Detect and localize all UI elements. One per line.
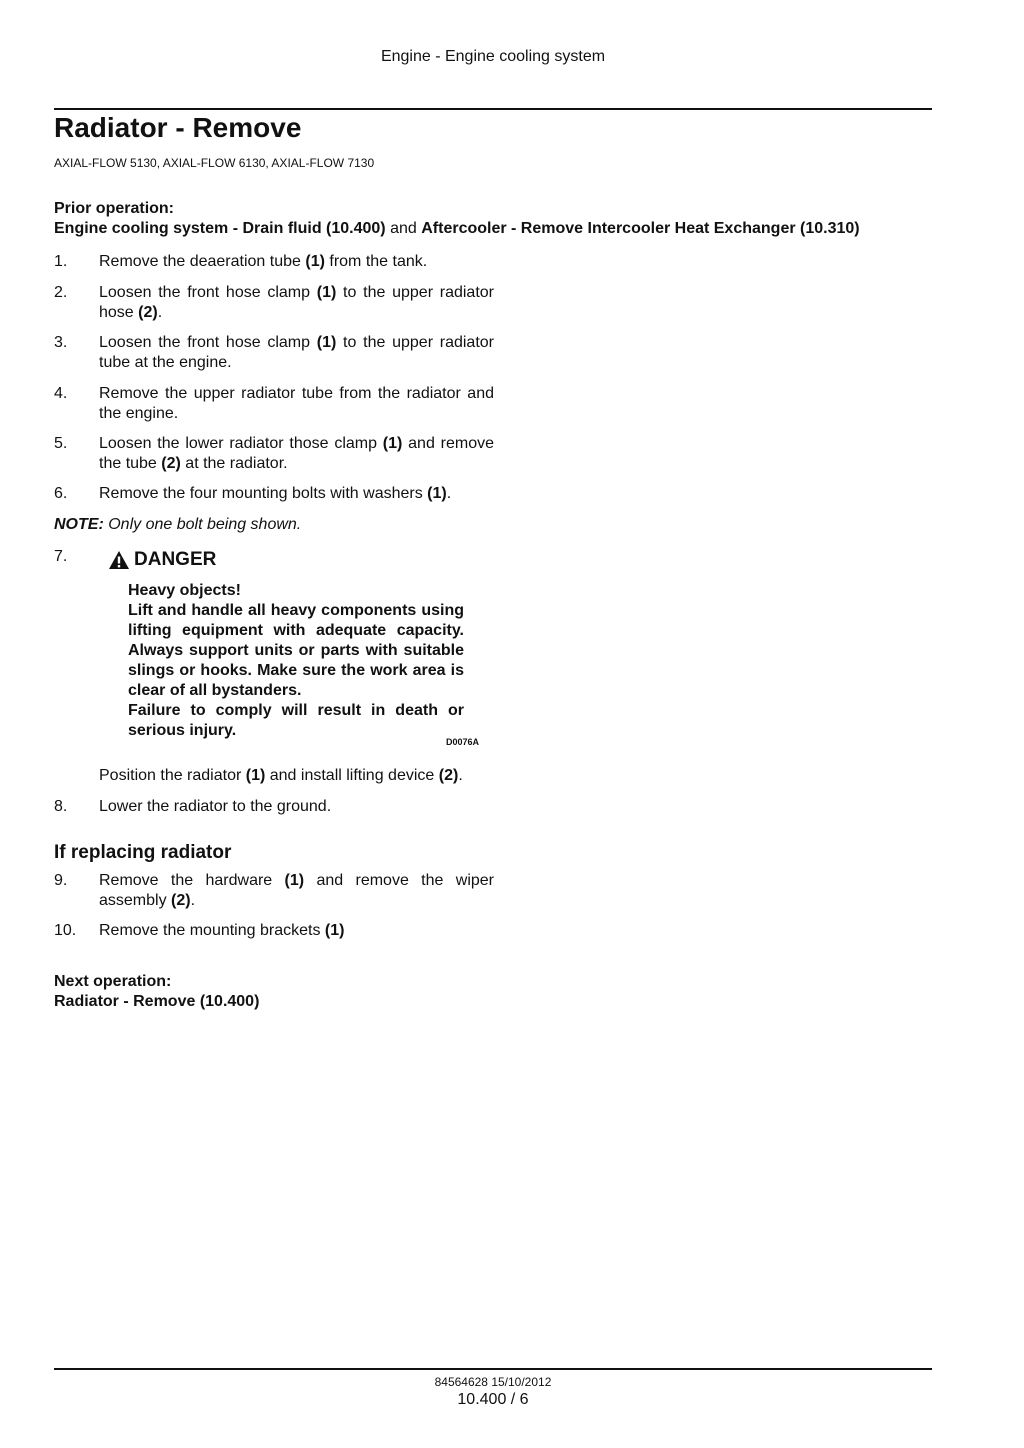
warning-triangle-icon [108,550,130,570]
step-number: 4. [54,385,68,402]
part-ref: (1) [284,872,305,889]
step-9 [54,871,494,911]
danger-heading: Heavy objects! [128,582,241,599]
step-number: 9. [54,872,68,889]
step-4 [54,384,494,424]
step-5 [54,434,494,474]
footer-doc-id: 84564628 15/10/2012 [434,1375,552,1389]
step-10 [54,921,494,941]
next-operation-label: Next operation: [54,973,172,990]
part-ref: (1) [324,922,345,939]
part-ref: (2) [438,767,459,784]
step-1 [54,252,494,272]
prior-operation-joiner: and [390,220,417,237]
step-number: 5. [54,435,68,452]
step-number: 3. [54,334,68,351]
step-number: 8. [54,798,68,815]
danger-label: DANGER [134,549,217,570]
prior-operation [54,199,860,239]
footer-page-number: 10.400 / 6 [457,1391,529,1408]
step-number: 10. [54,922,77,939]
danger-message [128,581,464,741]
step-number: 6. [54,485,68,502]
step-number: 7. [54,548,68,565]
prior-operation-link-2[interactable]: Aftercooler - Remove Intercooler Heat Exchanger (10.310) [421,220,860,237]
header-rule [54,108,932,110]
part-ref: (2) [161,455,181,472]
part-ref: (1) [316,284,337,301]
danger-header [108,549,488,571]
part-ref: (2) [171,892,191,909]
step-8 [54,797,494,817]
next-operation-link[interactable]: Radiator - Remove (10.400) [54,993,260,1010]
section-heading: If replacing radiator [54,842,232,863]
note-text: Only one bolt being shown. [108,516,302,533]
part-ref: (1) [382,435,403,452]
step-7-action [54,766,494,786]
danger-consequence: Failure to comply will result in death or serious injury. [128,702,464,739]
step-text: Loosen the front hose clamp (1) to the upper radiator hose (2). [99,284,494,321]
step-text: Remove the mounting brackets (1) [99,922,345,939]
danger-box [108,549,488,747]
step-number: 1. [54,253,68,270]
step-6 [54,484,494,504]
danger-body: Lift and handle all heavy components using lifting equipment with adequate capacity. Always support units or parts with suitable slings or hooks. Make sure the work area is clear of all bystanders. [128,602,464,699]
step-text: Loosen the lower radiator those clamp (1) and remove the tube (2) at the radiator. [99,435,494,472]
running-header: Engine - Engine cooling system [380,48,606,65]
step-text: Remove the four mounting bolts with washers (1). [99,485,452,502]
step-text: Remove the upper radiator tube from the radiator and the engine. [99,385,494,422]
part-ref: (1) [427,485,447,502]
step-number: 2. [54,284,68,301]
danger-code: D0076A [446,737,480,747]
prior-operation-link-1[interactable]: Engine cooling system - Drain fluid (10.400) [54,220,386,237]
note-label: NOTE: [54,516,104,533]
page-title: Radiator - Remove [54,112,302,143]
part-ref: (1) [316,334,337,351]
next-operation [54,972,259,1012]
step-2 [54,283,494,323]
part-ref: (1) [305,253,325,270]
step-text: Lower the radiator to the ground. [99,798,332,815]
step-text: Remove the hardware (1) and remove the wiper assembly (2). [99,872,494,909]
step-text: Loosen the front hose clamp (1) to the upper radiator tube at the engine. [99,334,494,371]
model-list: AXIAL-FLOW 5130, AXIAL-FLOW 6130, AXIAL-FLOW 7130 [54,156,375,170]
step-3 [54,333,494,373]
step-text: Position the radiator (1) and install lifting device (2). [99,767,463,784]
prior-operation-label: Prior operation: [54,200,175,217]
footer-rule [54,1368,932,1370]
note [54,516,301,534]
part-ref: (1) [245,767,266,784]
step-text: Remove the deaeration tube (1) from the tank. [99,253,428,270]
part-ref: (2) [138,304,158,321]
